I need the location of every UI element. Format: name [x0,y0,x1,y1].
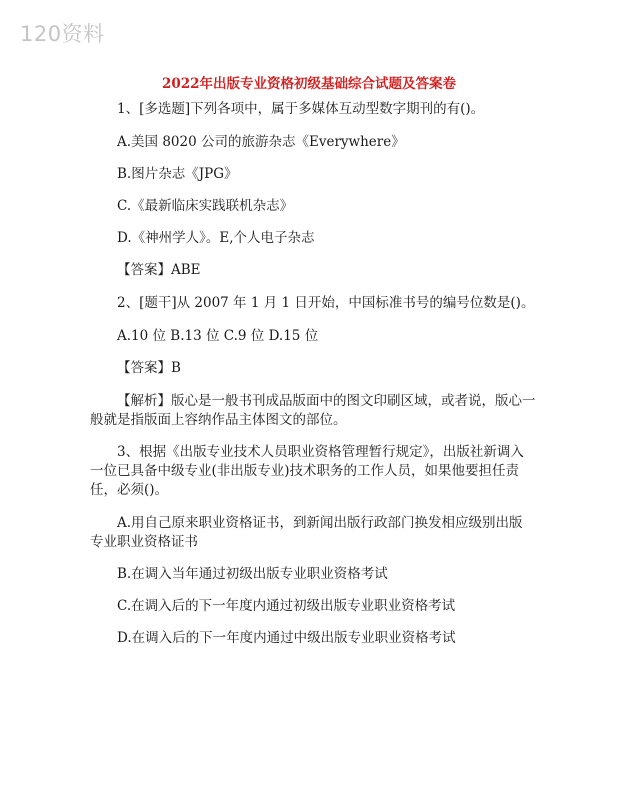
question-3-stem: 3、根据《出版专业技术人员职业资格管理暂行规定》，出版社新调入一位已具备中级专业(非出版专业)技术职务的工作人员，如果他要担任责任，必须()。 [90,444,524,498]
watermark: 120资料 [20,22,105,46]
question-1-stem: 1、[多选题]下列各项中，属于多媒体互动型数字期刊的有()。 [117,101,485,117]
question-1-answer: 【答案】ABE [117,262,201,278]
document-body [90,100,536,661]
question-2-answer: 【答案】B [117,360,181,376]
question-2-options: A.10 位 B.13 位 C.9 位 D.15 位 [117,328,319,344]
question-1-option-c: C.《最新临床实践联机杂志》 [117,198,294,214]
question-1-option-d: D.《神州学人》。E,个人电子杂志 [117,230,315,246]
question-3-option-b: B.在调入当年通过初级出版专业职业资格考试 [117,566,388,582]
question-1-option-b: B.图片杂志《JPG》 [117,166,238,182]
question-3-option-c: C.在调入后的下一年度内通过初级出版专业职业资格考试 [117,598,456,614]
question-2-stem: 2、[题干]从 2007 年 1 月 1 日开始，中国标准书号的编号位数是()。 [117,295,535,311]
question-3-option-d: D.在调入后的下一年度内通过中级出版专业职业资格考试 [117,630,456,646]
question-3-option-a: A.用自己原来职业资格证书，到新闻出版行政部门换发相应级别出版专业职业资格证书 [90,515,523,550]
document-title: 2022年出版专业资格初级基础综合试题及答案卷 [161,76,457,92]
question-2-analysis: 【解析】版心是一般书刊成品版面中的图文印刷区域，或者说，版心一般就是指版面上容纳作品主体图文的部位。 [90,393,536,428]
question-1-option-a: A.美国 8020 公司的旅游杂志《Everywhere》 [117,134,405,150]
